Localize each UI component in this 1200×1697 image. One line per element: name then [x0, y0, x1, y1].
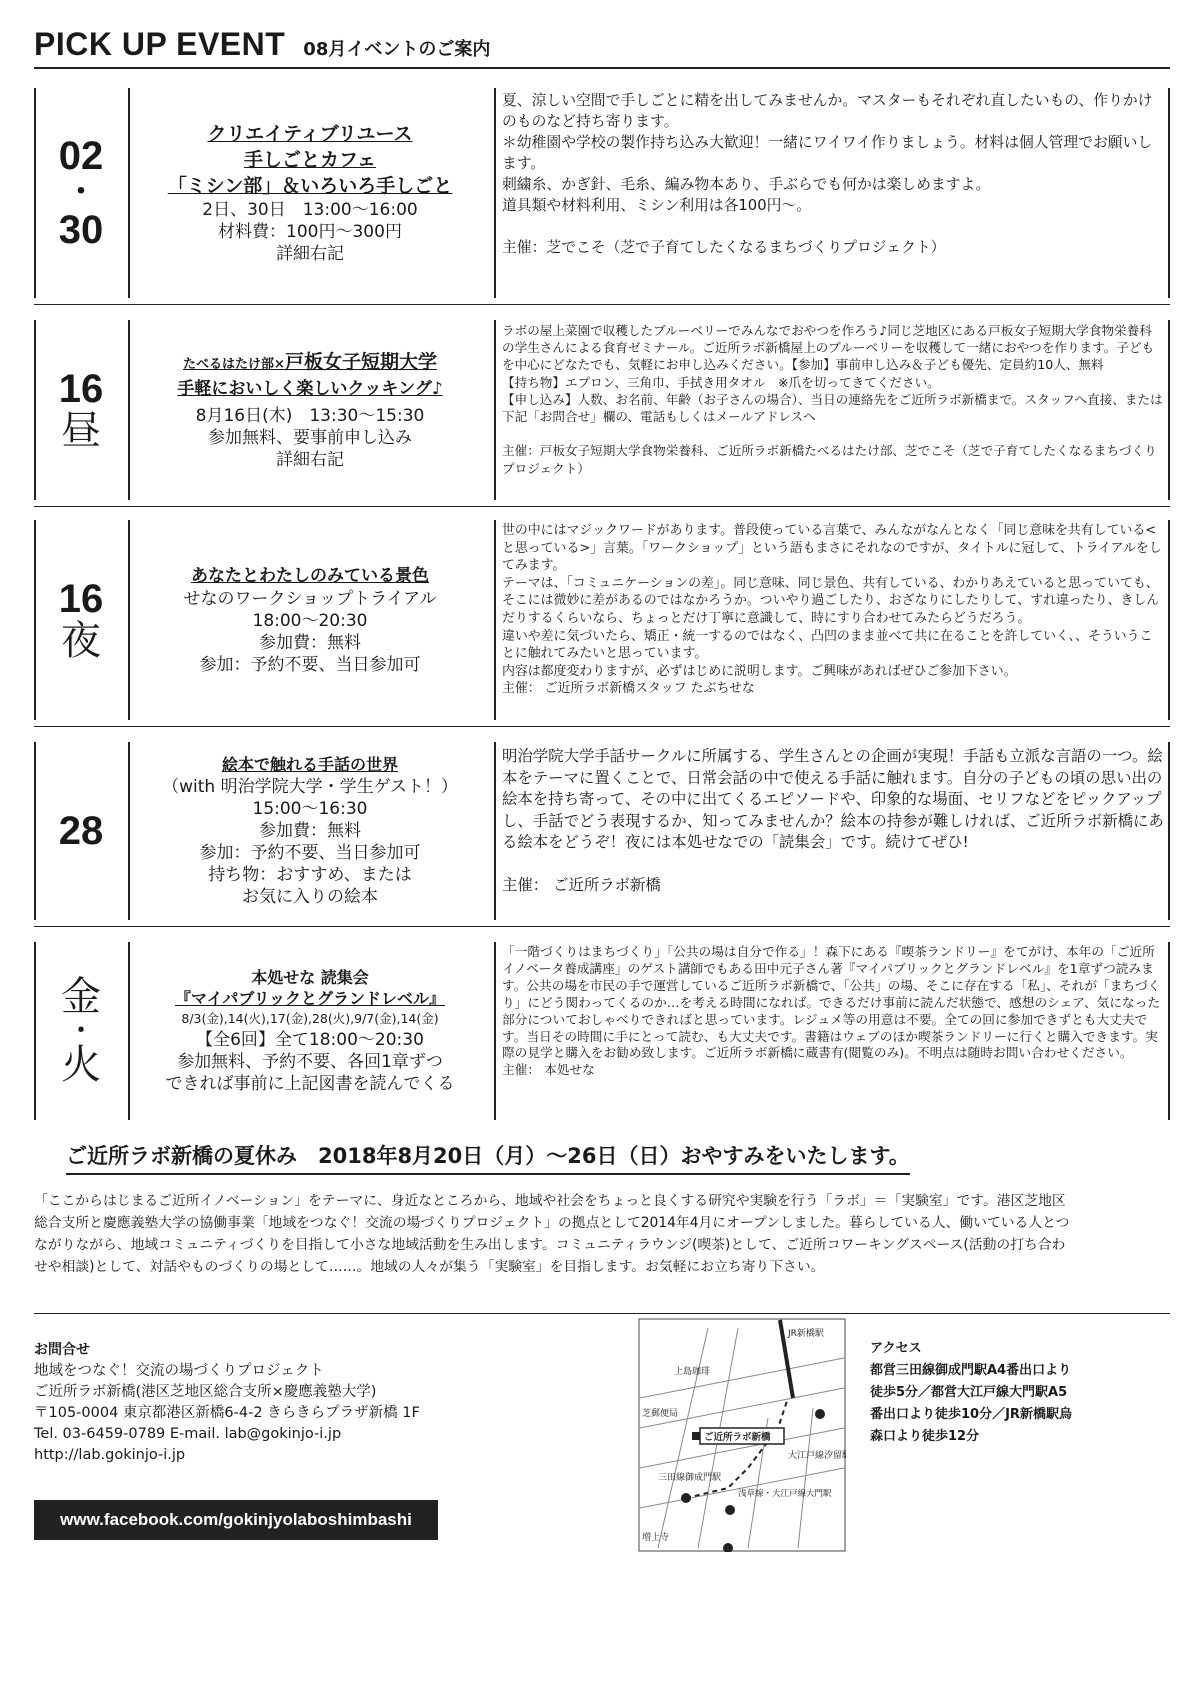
date-text: 夜	[61, 619, 101, 663]
map-label-daimon: 浅草線・大江戸線大門駅	[738, 1489, 832, 1499]
event-detail: 詳細右記	[276, 449, 344, 470]
event-detail: 材料費：100円～300円	[218, 222, 402, 242]
date-text: 28	[58, 809, 104, 853]
event-description-box	[494, 942, 1170, 1120]
page-subtitle: 08月イベントのご案内	[303, 39, 491, 60]
map-label-lab: ご近所ラボ新橋	[704, 1432, 771, 1443]
map-label-zojoji: 増上寺	[642, 1533, 670, 1543]
event-detail: 参加無料、予約不要、各回1章ずつ	[177, 1052, 443, 1072]
holiday-notice: ご近所ラボ新橋の夏休み 2018年8月20日（月）～26日（日）おやすみをいたします。	[66, 1140, 910, 1175]
event-summary	[128, 520, 490, 720]
row-divider	[34, 726, 1170, 727]
event-summary	[128, 320, 490, 500]
event-title: 絵本で触れる手話の世界	[221, 755, 398, 774]
event-row	[34, 520, 1170, 720]
event-detail: 参加費：無料	[259, 821, 361, 841]
page-title: PICK UP EVENT	[34, 26, 286, 62]
date-text: ・	[69, 1017, 93, 1045]
map-svg	[638, 1318, 846, 1552]
row-divider	[34, 506, 1170, 507]
access-map	[638, 1318, 846, 1552]
map-label-shiodome: 大江戸線汐留駅	[788, 1451, 846, 1461]
event-row	[34, 320, 1170, 500]
event-date	[34, 88, 126, 298]
event-description: ラボの屋上菜園で収穫したブルーベリーでみんなでおやつを作ろう♪同じ芝地区にある戸板女子短期大学食物栄養科の学生さんによる食育ゼミナール。ご近所ラボ新橋屋上のブルーベリーを収穫して一緒におやつを作ります。子どもを中心にどなたでも、気軽にお申し込みください。【参加】事前申し込み＆子ども優先、定員約10人、無料 【持ち物】エプロン、三角巾、手拭き用タオル ※爪を切ってきてください。 【申し込み】人数、お名前、年齢（お子さんの場合）、当日の連絡先をご近所ラボ新橋まで。スタッフへ直接、または下記「お問合せ」欄の、電話もしくはメールアドレスへ 主催：戸板女子短期大学食物栄養科、ご近所ラボ新橋たべるはたけ部、芝でこそ（芝で子育てしたくなるまちづくりプロジェクト）	[502, 323, 1163, 476]
date-text: 火	[61, 1042, 101, 1087]
event-detail: 2日、30日 13:00～16:00	[202, 200, 418, 220]
access-text: 都営三田線御成門駅A4番出口より徒歩5分／都営大江戸線大門駅A5番出口より徒歩10分／JR新橋駅烏森口より徒歩12分	[870, 1363, 1072, 1444]
event-detail: 参加費：無料	[259, 633, 361, 653]
event-detail: せなのワークショップトライアル	[183, 589, 437, 609]
event-description-box	[494, 742, 1170, 920]
page-header	[34, 26, 490, 66]
map-label-jr: JR新橋駅	[788, 1329, 824, 1339]
access-label: アクセス	[870, 1341, 922, 1356]
event-detail: 【全6回】全て18:00～20:30	[196, 1030, 424, 1050]
map-label-onarimon: 三田線御成門駅	[658, 1473, 722, 1483]
contact-address: 〒105-0004 東京都港区新橋6-4-2 きらきらプラザ新橋 1F	[34, 1405, 420, 1421]
map-label-kamishima: 上島珈琲	[674, 1367, 711, 1377]
event-description: 「一階づくりはまちづくり」「公共の場は自分で作る」！森下にある『喫茶ランドリー』をてがけ、本年の「ご近所イノベータ養成講座」のゲスト講師でもある田中元子さん著『マイパブリックとグランドレベル』を1章ずつ読みます。公共の場を市民の手で運営しているご近所ラボ新橋で、「公共」の場、そこに存在する「私」、それが「まちづくり」にどう関わってくるのか…を考える時間になれば。できるだけ事前に読んだ状態で、感想のシェア、気になった部分についておしゃべりできればと思っています。レジュメ等の用意は不要。全ての回に参加できずとも大丈夫です。当日その時間に手にとって読む、も大丈夫です。書籍はウェブのほか喫茶ランドリーに行くと購入できます。実際の見学と購入をお勧め致します。ご近所ラボ新橋に蔵書有(閲覧のみ)。不明点は随時お問い合わせください。 主催： 本処せな	[502, 944, 1161, 1078]
event-description: 夏、涼しい空間で手しごとに精を出してみませんか。マスターもそれぞれ直したいもの、作りかけのものなど持ち寄ります。 ＊幼稚園や学校の製作持ち込み大歓迎！一緒にワイワイ作りましょう。材料は個人管理でお願いします。 刺繍糸、かぎ針、毛糸、編み物本あり、手ぶらでも何かは楽しめますよ。 道具類や材料利用、ミシン利用は各100円～。 主催：芝でこそ（芝で子育てしたくなるまちづくりプロジェクト）	[502, 92, 1153, 256]
event-description-box	[494, 320, 1170, 500]
contact-block	[34, 1340, 420, 1466]
event-detail: 8月16日(木) 13:30～15:30	[195, 405, 425, 426]
event-title: クリエイティブリユース 手しごとカフェ 「ミシン部」＆いろいろ手しごと	[167, 123, 453, 197]
book-title: 『マイパブリックとグランドレベル』	[174, 989, 446, 1008]
event-row	[34, 742, 1170, 920]
about-text: 「ここからはじまるご近所イノベーション」をテーマに、身近なところから、地域や社会をちょっと良くする研究や実験を行う「ラボ」＝「実験室」です。港区芝地区総合支所と慶應義塾大学の協働事業「地域をつなぐ！交流の場づくりプロジェクト」の拠点として2014年4月にオープンしました。暮らしている人、働いている人とつながりながら、地域コミュニティづくりを目指して小さな地域活動を生み出します。コミュニティラウンジ(喫茶)として、ご近所コワーキングスペース(活動の打ち合わせや相談)として、対話やものづくりの場として……。地域の人々が集う「実験室」を目指します。お気軽にお立ち寄り下さい。	[34, 1193, 1070, 1275]
event-date	[34, 320, 126, 500]
facebook-link[interactable]: www.facebook.com/gokinjyolaboshimbashi	[34, 1500, 438, 1540]
date-text: 30	[58, 207, 104, 252]
event-dates: 8/3(金),14(火),17(金),28(火),9/7(金),14(金)	[181, 1011, 439, 1026]
event-date	[34, 742, 126, 920]
contact-line: 地域をつなぐ！交流の場づくりプロジェクト	[34, 1363, 324, 1379]
event-description: 明治学院大学手話サークルに所属する、学生さんとの企画が実現！手話も立派な言語の一つ。絵本をテーマに置くことで、日常会話の中で使える手話に触れます。自分の子どもの頃の思い出の絵本を持ち寄って、その中に出てくるエピソードや、印象的な場面、セリフなどをピックアップし、手話でどう表現するか、知ってみませんか？絵本の持参が難しければ、ご近所ラボ新橋にある絵本をどうぞ！夜には本処せなでの「読集会」です。続けてぜひ! 主催： ご近所ラボ新橋	[502, 747, 1164, 894]
event-date	[34, 942, 126, 1120]
access-block	[870, 1338, 1080, 1448]
event-detail: お気に入りの絵本	[242, 887, 378, 907]
event-title: たべるはたけ部×戸板女子短期大学 手軽においしく楽しいクッキング♪	[177, 350, 443, 399]
event-summary	[128, 88, 490, 298]
date-text: 昼	[61, 409, 101, 453]
footer-divider	[34, 1313, 1170, 1314]
event-description-box	[494, 520, 1170, 720]
row-divider	[34, 926, 1170, 927]
event-detail: できれば事前に上記図書を読んでくる	[165, 1074, 455, 1094]
event-row	[34, 88, 1170, 298]
header-rule	[34, 67, 1170, 69]
event-summary	[128, 942, 490, 1120]
event-title: あなたとわたしのみている景色	[191, 566, 429, 586]
event-detail: 参加：予約不要、当日参加可	[199, 655, 421, 675]
event-detail: 15:00～16:30	[252, 799, 368, 819]
event-detail: 参加：予約不要、当日参加可	[199, 843, 421, 863]
date-text: ・	[66, 176, 96, 210]
date-text: 16	[58, 577, 104, 621]
map-label-post-office: 芝郵便局	[642, 1409, 679, 1419]
event-detail: 持ち物：おすすめ、または	[208, 865, 412, 885]
event-detail: （with 明治学院大学・学生ゲスト！）	[162, 777, 458, 797]
event-title: 本処せな 読集会	[251, 968, 369, 987]
contact-line: ご近所ラボ新橋(港区芝地区総合支所×慶應義塾大学)	[34, 1384, 377, 1400]
event-detail: 参加無料、要事前申し込み	[208, 427, 412, 448]
date-text: 16	[58, 367, 104, 411]
contact-url[interactable]: http://lab.gokinjo-i.jp	[34, 1447, 186, 1463]
date-text: 金	[61, 975, 101, 1020]
event-date	[34, 520, 126, 720]
event-detail: 18:00～20:30	[252, 611, 368, 631]
event-row	[34, 942, 1170, 1120]
event-detail: 詳細右記	[276, 244, 344, 264]
event-description-box	[494, 88, 1170, 298]
contact-phone-email[interactable]: Tel. 03-6459-0789 E-mail. lab@gokinjo-i.jp	[34, 1426, 342, 1442]
date-text: 02	[58, 134, 104, 179]
contact-label: お問合せ	[34, 1342, 90, 1358]
event-summary	[128, 742, 490, 920]
event-description: 世の中にはマジックワードがあります。普段使っている言葉で、みんながなんとなく「同じ意味を共有している<と思っている>」言葉。「ワークショップ」という語もまさにそれなのですが、タイトルに冠して、トライアルをしてみます。 テーマは、「コミュニケーションの差」。同じ意味、同じ景色、共有している、わかりあえていると思っていても、そこには微妙に差があるのではなかろうか。ついやり過ごしたり、おざなりにしたりして、すれ違ったり、きしんだりするくらいなら、ちょっとだけ丁寧に意識して、時にすり合わせてみたらどうだろう。 違いや差に気づいたら、矯正・統一するのではなく、凸凹のまま並べて共に在ることを許していく、、そういうことに触れてみたいと思っています。 内容は都度変わりますが、必ずはじめに説明します。ご興味があればぜひご参加下さい。 主催： ご近所ラボ新橋スタッフ たぶちせな	[502, 523, 1162, 697]
row-divider	[34, 304, 1170, 305]
